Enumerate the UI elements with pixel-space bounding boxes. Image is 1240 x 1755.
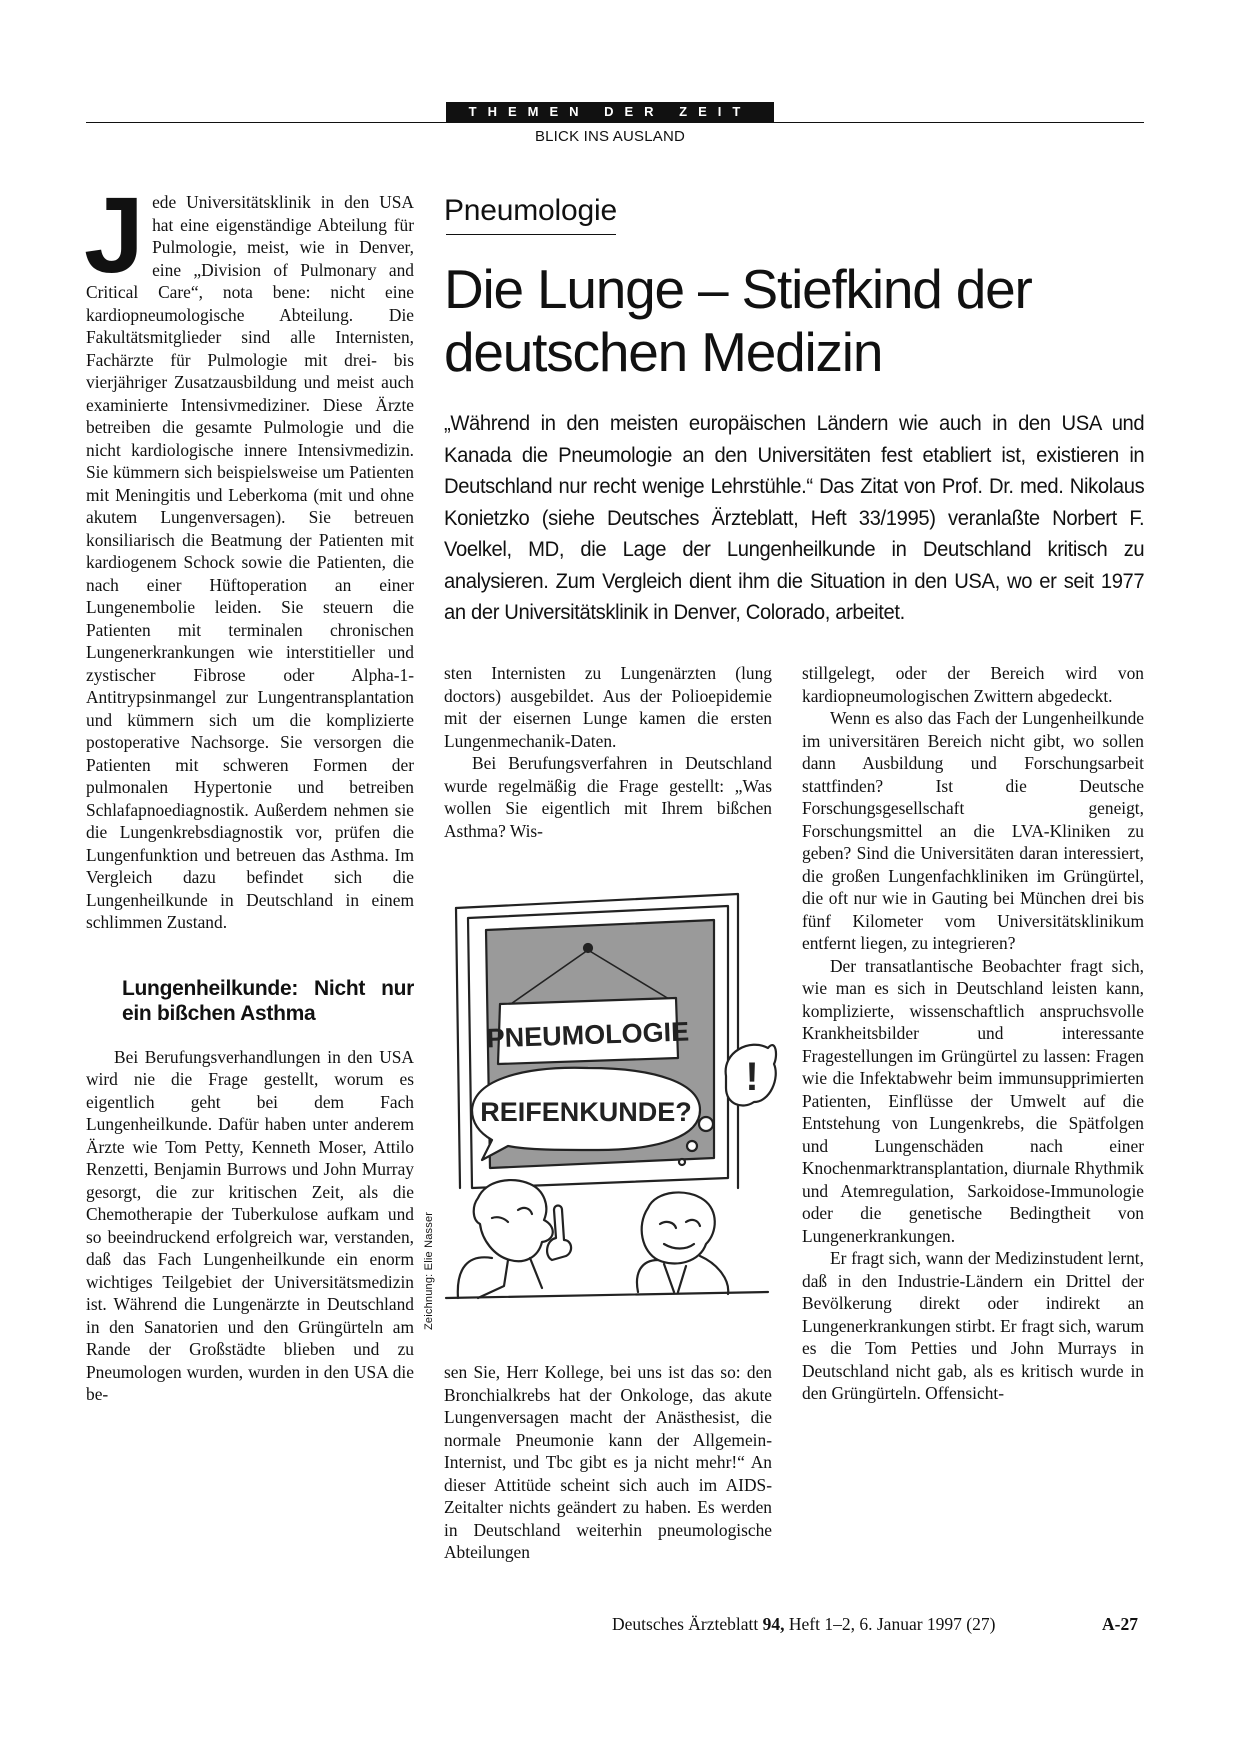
paragraph: stillgelegt, oder der Bereich wird von kardiopneumologischen Zwittern abgedeckt.: [802, 663, 1144, 706]
article-kicker: Pneumologie: [444, 194, 617, 227]
paragraph: sen Sie, Herr Kollege, bei uns ist das so: den Bronchialkrebs hat der Onkologe, das akute Lungenversagen macht der Anästhesist, die normale Pneumonie kann der Allgemein-Internist, und Tbc gibt es ja nicht mehr!“ An dieser Attitüde scheint sich auch im AIDS-Zeitalter nichts geändert zu haben. Es werden in Deutschland weiterhin pneumologische Abteilungen: [444, 1362, 772, 1562]
cartoon-sign-text: PNEUMOLOGIE: [486, 1016, 690, 1054]
paragraph: Wenn es also das Fach der Lungenheilkunde im universitären Bereich nicht gibt, wo sollen dann Ausbildung und Forschungsarbeit stattfinden? Ist die Deutsche Forschungsgesellschaft geneigt, Forschungsmittel an die LVA-Kliniken zu geben? Sind die Universitäten daran interessiert, die großen Lungenfachkliniken im Grüngürtel, die oft nur wie in Gauting bei München drei bis fünf Kilometer vom Universitätsklinikum entfernt liegen, zu integrieren?: [802, 708, 1144, 953]
cartoon-illustration: [438, 888, 778, 1338]
paragraph: Der transatlantische Beobachter fragt sich, wie man es sich in Deutschland leisten kann, komplizierte, wissenschaftlich anspruchsvolle Krankheitsbilder und interessante Fragestellungen im Grüngürtel zu lassen: Fragen wie die Infektabwehr beim immunsupprimierten Patienten, Einflüsse der Umwelt auf die Entstehung von Lungenkrebs, die Spätfolgen und Lungenschäden nach einer Knochenmarktransplantation, diurnale Rhythmik und Atemregulation, Sarkoidose-Immunologie oder die genetische Bedingtheit von Lungenerkrankungen.: [802, 955, 1144, 1246]
article-title: Die Lunge – Stiefkind der deutschen Medizin: [444, 258, 1032, 383]
kicker-underline: [446, 234, 616, 235]
paragraph: Bei Berufungsverhandlungen in den USA wird nie die Frage gestellt, worum es eigentlich geht bei dem Fach Lungenheilkunde. Dafür haben unter anderem Ärzte wie Tom Petty, Kenneth Moser, Attilo Renzetti, Benjamin Burrows und John Murray gesorgt, die zur kritischen Zeit, als die Chemotherapie der Tuberkulose aufkam und so beeindruckend erfolgreich war, verstanden, daß das Fach Lungenheilkunde ein enorm wichtiges Teilgebiet der Universitätsmedizin ist. Während die Lungenärzte in Deutschland in den Sanatorien und den Grüngürteln am Rande der Großstädte blieben und zu Pneumologen wurden, wurden in den USA die be-: [86, 1046, 414, 1404]
subheading: Lungenheilkunde: Nicht nur ein bißchen Asthma: [122, 976, 414, 1025]
drop-cap: J: [84, 174, 145, 295]
journal-volume: 94,: [762, 1614, 785, 1634]
header-rule: [86, 122, 1144, 123]
paragraph: Er fragt sich, wann der Medizinstudent lernt, daß in den Industrie-Ländern ein Drittel der Bevölkerung direkt oder indirekt an Lungenerkrankungen stirbt. Er fragt sich, warum es die Tom Petties und John Murrays in Deutschland nicht gab, als es kritisch wurde in den Grüngürteln. Offensicht-: [802, 1248, 1144, 1403]
article-column-2-top: [444, 662, 772, 842]
cartoon-bubble-text: REIFENKUNDE?: [480, 1097, 692, 1127]
article-column-2-bottom: [444, 1361, 772, 1564]
journal-name: Deutsches Ärzteblatt: [612, 1614, 759, 1634]
page-number: A-27: [1102, 1614, 1138, 1634]
section-subtitle: BLICK INS AUSLAND: [534, 128, 686, 145]
article-column-3: [802, 662, 1144, 1405]
article-lead: „Während in den meisten europäischen Ländern wie auch in den USA und Kanada die Pneumologie an den Universitäten fest etabliert ist, existieren in Deutschland nur recht wenige Lehrstühle.“ Das Zitat von Prof. Dr. med. Nikolaus Konietzko (siehe Deutsches Ärzteblatt, Heft 33/1995) veranlaßte Norbert F. Voelkel, MD, die Lage der Lungenheilkunde in Deutschland kritisch zu analysieren. Zum Vergleich dient ihm die Situation in den USA, wo er seit 1977 an der Universitätsklinik in Denver, Colorado, arbeitet.: [444, 411, 1145, 624]
doctor-head-left: [474, 1180, 553, 1261]
paragraph: Bei Berufungsverfahren in Deutschland wurde regelmäßig die Frage gestellt: „Was wollen Sie eigentlich mit Ihrem bißchen Asthma? Wis-: [444, 753, 772, 841]
illustration-credit: Zeichnung: Elie Nasser: [423, 1211, 435, 1330]
doctor-head-right: [642, 1192, 715, 1263]
cartoon-thought-text: !: [745, 1055, 759, 1099]
page-footer: [612, 1614, 995, 1635]
paragraph: sten Internisten zu Lungenärzten (lung doctors) ausgebildet. Aus der Polioepidemie mit der eisernen Lunge kamen die ersten Lungenmechanik-Daten.: [444, 663, 772, 751]
first-paragraph: [84, 174, 414, 934]
paragraph-text: ede Universitätsklinik in den USA hat eine eigenständige Abteilung für Pulmologie, meist, wie in Denver, eine „Division of Pulmonary and Critical Care“, nota bene: nicht eine kardiopneumologische Abteilung. Die Fakultätsmitglieder sind alle Internisten, Fachärzte für Pulmologie mit drei- bis vierjähriger Zusatzausbildung und meist auch examinierte Intensivmediziner. Diese Ärzte betreiben die gesamte Pulmologie und die nicht kardiologische innere Intensivmedizin. Sie kümmern sich beispielsweise um Patienten mit Meningitis und Leberkoma (mit und ohne akutem Lungenversagen). Sie betreuen konsiliarisch die Beatmung der Patienten mit kardiogenem Schock sowie die Patienten, die nach einer Hüftoperation an einer Lungenembolie leiden. Sie steuern die Patienten mit terminalen chronischen Lungenerkrankungen wie interstitieller und zystischer Fibrose oder Alpha-1-Antitrypsinmangel zur Lungentransplantation und kümmern sich um die komplizierte postoperative Nachsorge. Sie versorgen die Patienten mit schweren Formen der pulmonalen Hypertonie und betreiben Schlafapnoediagnostik. Außerdem nehmen sie die Lungenkrebsdiagnostik vor, prüfen die Lungenfunktion und betreuen das Asthma. Im Vergleich dazu befindet sich die Lungenheilkunde in Deutschland in einem schlimmen Zustand.: [86, 192, 414, 932]
article-column-1: [84, 174, 414, 1406]
section-tag: THEMEN DER ZEIT: [446, 102, 774, 122]
journal-issue: Heft 1–2, 6. Januar 1997 (27): [788, 1614, 996, 1634]
